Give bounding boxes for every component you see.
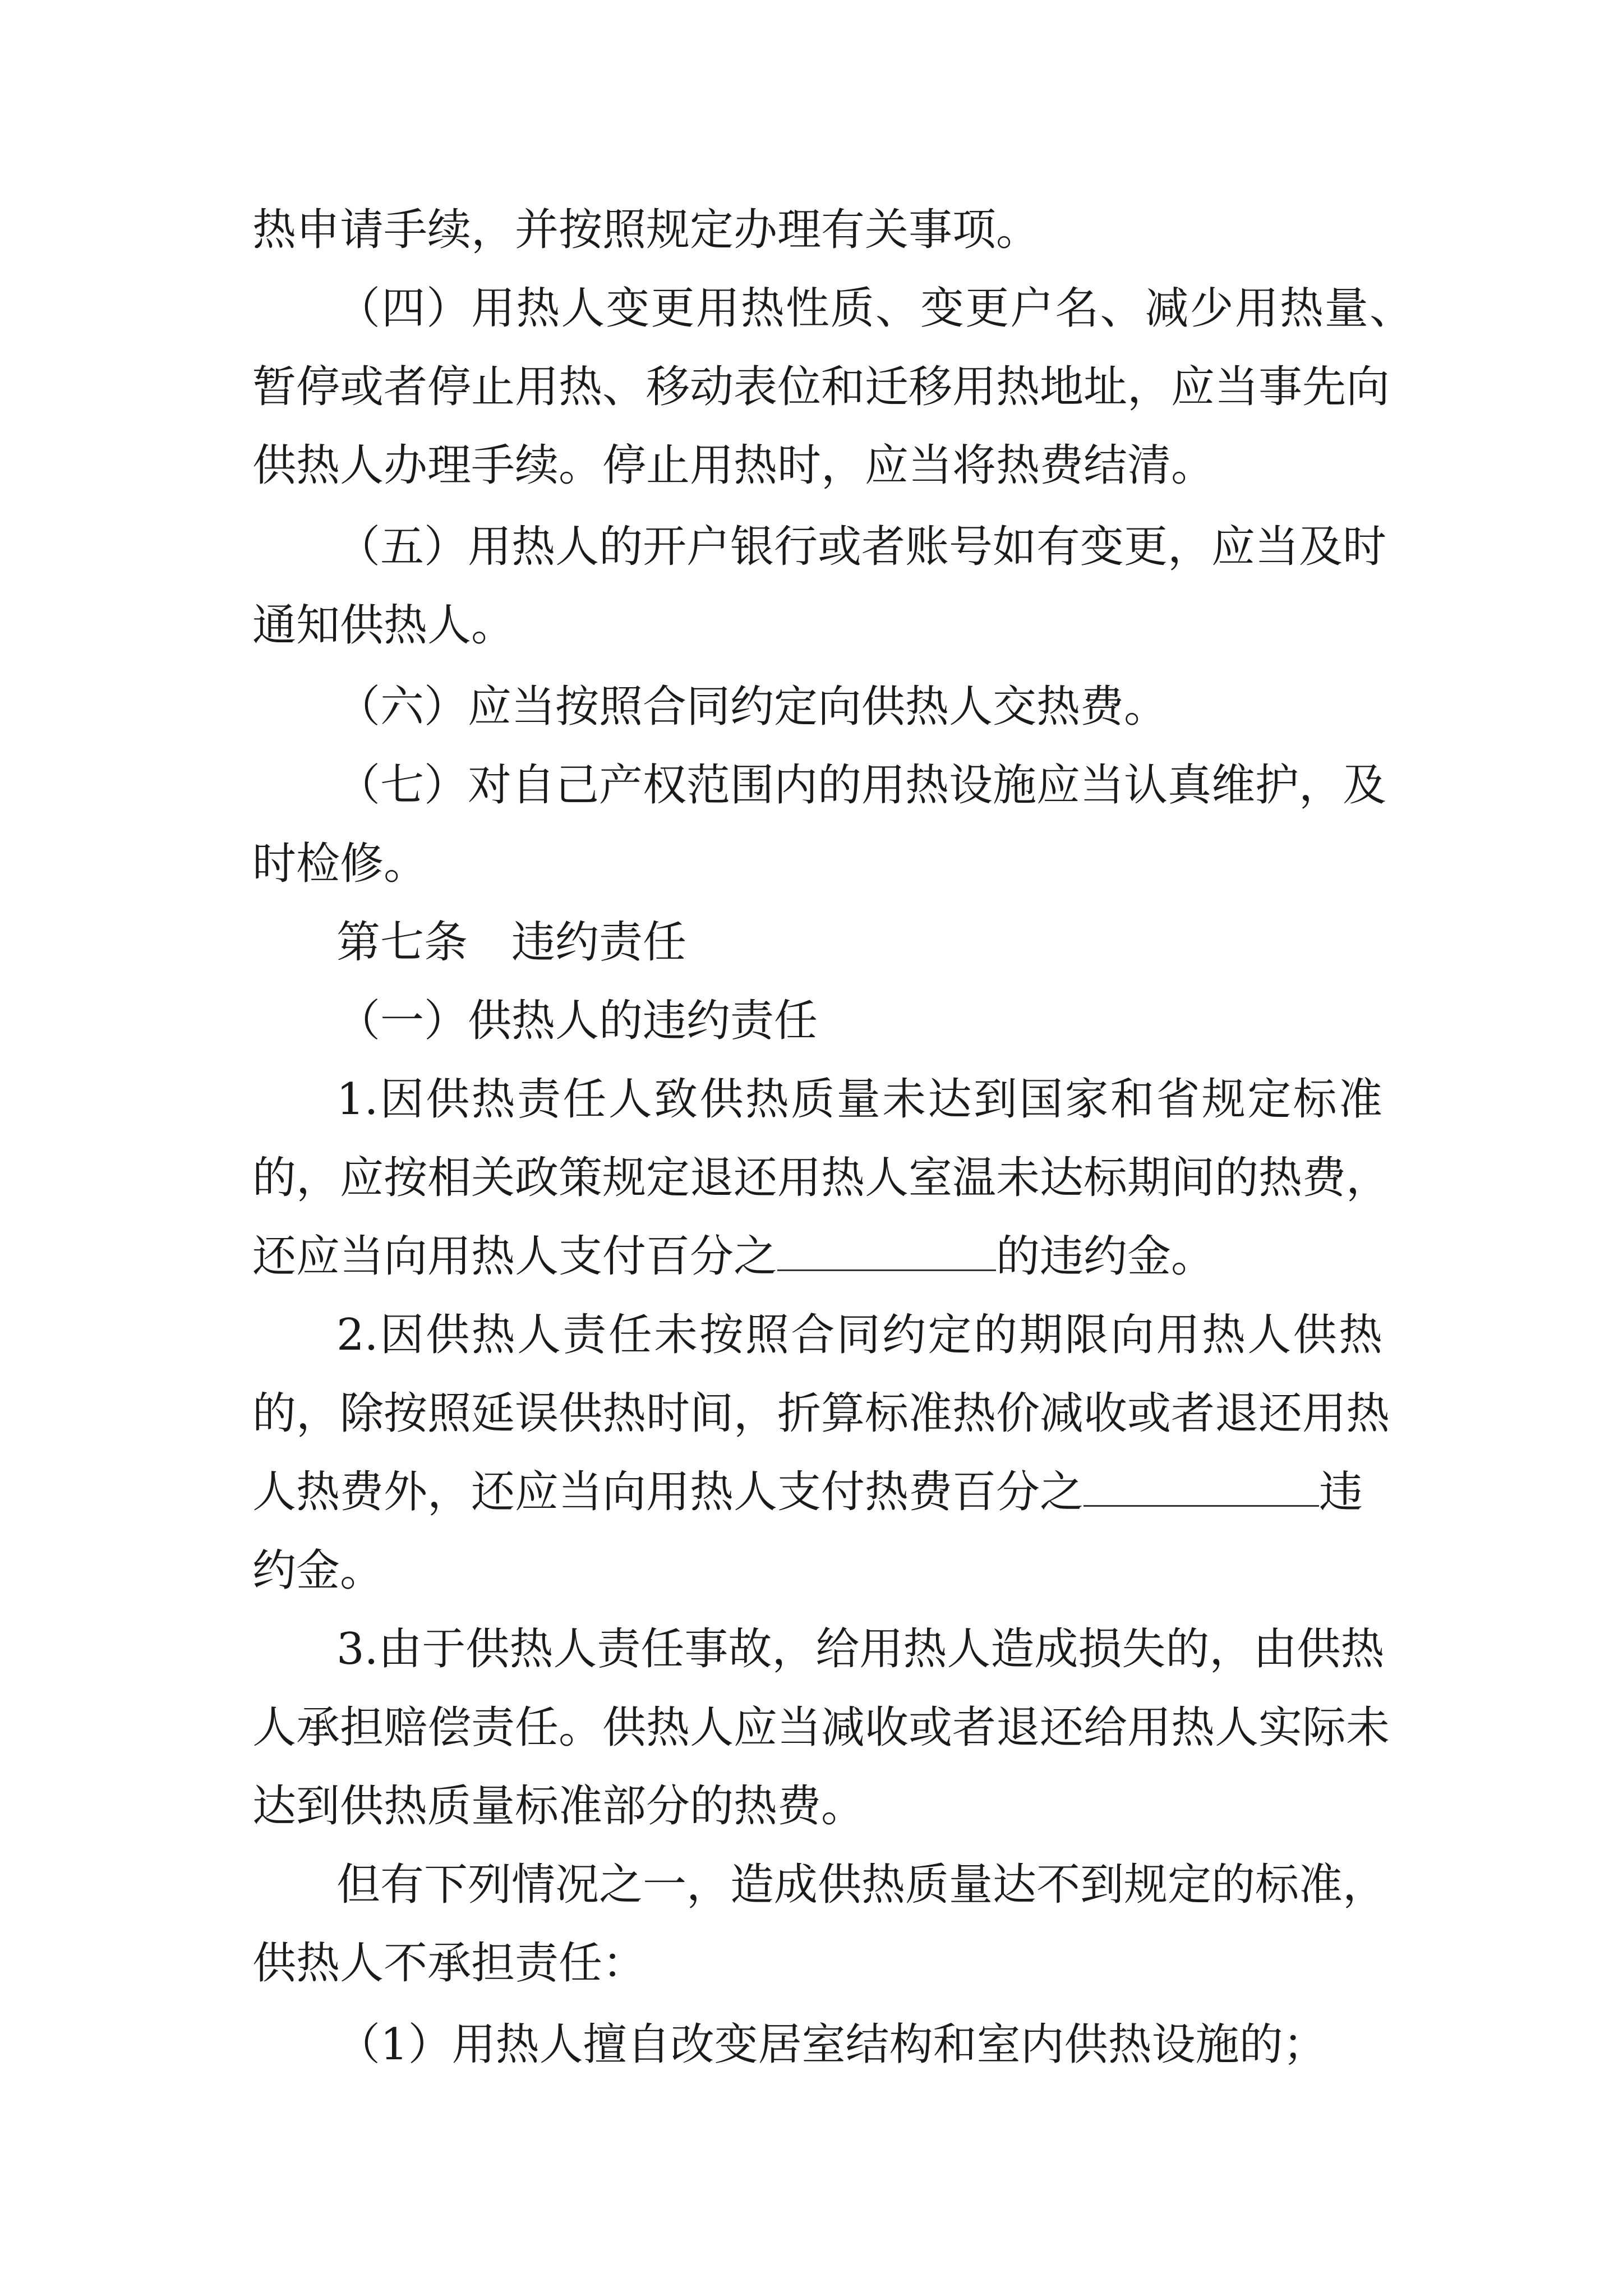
item-2-line-3-text: 人热费外，还应当向用热人支付热费百分之 xyxy=(252,1467,1084,1517)
paragraph-5-line-1: （五）用热人的开户银行或者账号如有变更，应当及时 xyxy=(336,522,1387,572)
text-line: 热申请手续，并按照规定办理有关事项。 xyxy=(252,205,1040,255)
item-2-line-3 xyxy=(252,1458,1382,1526)
item-3-line-2: 人承担赔偿责任。供热人应当减收或者退还给用热人实际未 xyxy=(252,1703,1390,1753)
item-1-line-3 xyxy=(252,1223,1382,1290)
item-1-line-3-tail: 的违约金。 xyxy=(996,1231,1215,1282)
fill-in-blank[interactable] xyxy=(777,1230,996,1271)
item-2-line-1: 2.因供热人责任未按照合同约定的期限向用热人供热 xyxy=(336,1310,1382,1360)
paragraph-4-line-2: 暂停或者停止用热、移动表位和迁移用热地址，应当事先向 xyxy=(252,362,1390,412)
exception-line-1: 但有下列情况之一，造成供热质量达不到规定的标准， xyxy=(336,1860,1387,1910)
paragraph-7-line-1: （七）对自己产权范围内的用热设施应当认真维护，及 xyxy=(336,760,1387,811)
item-1-line-2: 的，应按相关政策规定退还用热人室温未达标期间的热费， xyxy=(252,1153,1390,1203)
item-1-line-3-text: 还应当向用热人支付百分之 xyxy=(252,1231,778,1282)
item-2-line-4: 约金。 xyxy=(252,1545,384,1596)
paragraph-6: （六）应当按照合同约定向供热人交热费。 xyxy=(336,682,1168,732)
item-3-line-3: 达到供热质量标准部分的热费。 xyxy=(252,1781,865,1832)
exception-line-2: 供热人不承担责任： xyxy=(252,1938,647,1989)
exception-item-1: （1）用热人擅自改变居室结构和室内供热设施的； xyxy=(336,2019,1327,2070)
paragraph-4-line-1: （四）用热人变更用热性质、变更户名、减少用热量、 xyxy=(336,283,1413,334)
paragraph-5-line-2: 通知供热人。 xyxy=(252,600,515,651)
section-1-heading: （一）供热人的违约责任 xyxy=(336,996,818,1046)
item-3-line-1: 3.由于供热人责任事故，给用热人造成损失的，由供热 xyxy=(336,1624,1385,1674)
item-1-line-1: 1.因供热责任人致供热质量未达到国家和省规定标准 xyxy=(336,1074,1382,1125)
item-2-line-2: 的，除按照延误供热时间，折算标准热价减收或者退还用热 xyxy=(252,1388,1390,1439)
article-7-heading: 第七条 违约责任 xyxy=(336,917,687,968)
paragraph-7-line-2: 时检修。 xyxy=(252,839,428,889)
item-2-line-3-tail: 违 xyxy=(1319,1467,1363,1517)
paragraph-4-line-3: 供热人办理手续。停止用热时，应当将热费结清。 xyxy=(252,440,1215,491)
fill-in-blank[interactable] xyxy=(1083,1466,1319,1507)
